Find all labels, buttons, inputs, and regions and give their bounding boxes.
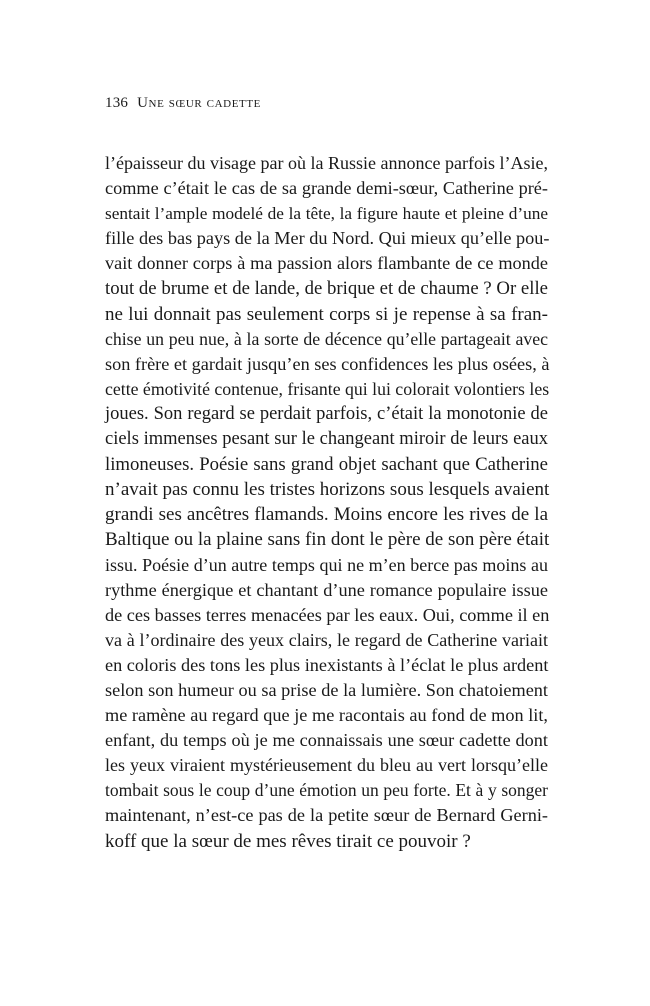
text-line: son frère et gardait jusqu’en ses confidences les plus osées, à [105,353,550,374]
running-header [105,94,261,112]
text-line: tombait sous le coup d’une émotion un peu forte. Et à y songer [105,780,548,801]
text-line: chise un peu nue, à la sorte de décence qu’elle partageait avec [105,328,548,349]
text-line: Baltique ou la plaine sans fin dont le père de son père était [105,529,550,551]
text-line: grandi ses ancêtres flamands. Moins encore les rives de la [105,504,548,526]
text-line: cette émotivité contenue, frisante qui lui colorait volontiers les [105,378,550,399]
text-line: joues. Son regard se perdait parfois, c’était la monotonie de [105,403,548,424]
text-line: ciels immenses pesant sur le changeant miroir de leurs eaux [105,429,548,450]
text-line: enfant, du temps où je me connaissais une sœur cadette dont [105,730,548,751]
text-line: rythme énergique et chantant d’une romance populaire issue [105,579,548,600]
text-line: koff que la sœur de mes rêves tirait ce pouvoir ? [105,830,471,852]
page-number: 136 [105,95,129,111]
text-line: vait donner corps à ma passion alors flambante de ce monde [105,253,548,274]
text-line: de ces basses terres menacées par les eaux. Oui, comme il en [105,604,550,625]
text-line: comme c’était le cas de sa grande demi-sœur, Catherine pré- [105,178,548,199]
text-line: n’avait pas connu les tristes horizons sous lesquels avaient [105,479,550,501]
text-line: fille des bas pays de la Mer du Nord. Qui mieux qu’elle pou- [105,228,550,249]
text-line: sentait l’ample modelé de la tête, la figure haute et pleine d’une [105,204,548,224]
text-line: en coloris des tons les plus inexistants à l’éclat le plus ardent [105,654,549,675]
book-title: Une sœur cadette [137,95,261,111]
body-paragraph [105,151,548,854]
text-line: va à l’ordinaire des yeux clairs, le regard de Catherine variait [105,629,548,650]
text-line: les yeux viraient mystérieusement du bleu au vert lorsqu’elle [105,755,548,776]
text-line: me ramène au regard que je me racontais au fond de mon lit, [105,705,548,726]
text-line: limoneuses. Poésie sans grand objet sachant que Catherine [105,454,548,476]
text-line: issu. Poésie d’un autre temps qui ne m’en berce pas moins au [105,554,548,575]
text-line: ne lui donnait pas seulement corps si je repense à sa fran- [105,303,548,325]
text-line: l’épaisseur du visage par où la Russie annonce parfois l’Asie, [105,153,548,173]
text-line: maintenant, n’est-ce pas de la petite sœur de Bernard Gerni- [105,805,548,826]
text-line: tout de brume et de lande, de brique et de chaume ? Or elle [105,278,548,300]
text-line: selon son humeur ou sa prise de la lumière. Son chatoiement [105,679,548,700]
